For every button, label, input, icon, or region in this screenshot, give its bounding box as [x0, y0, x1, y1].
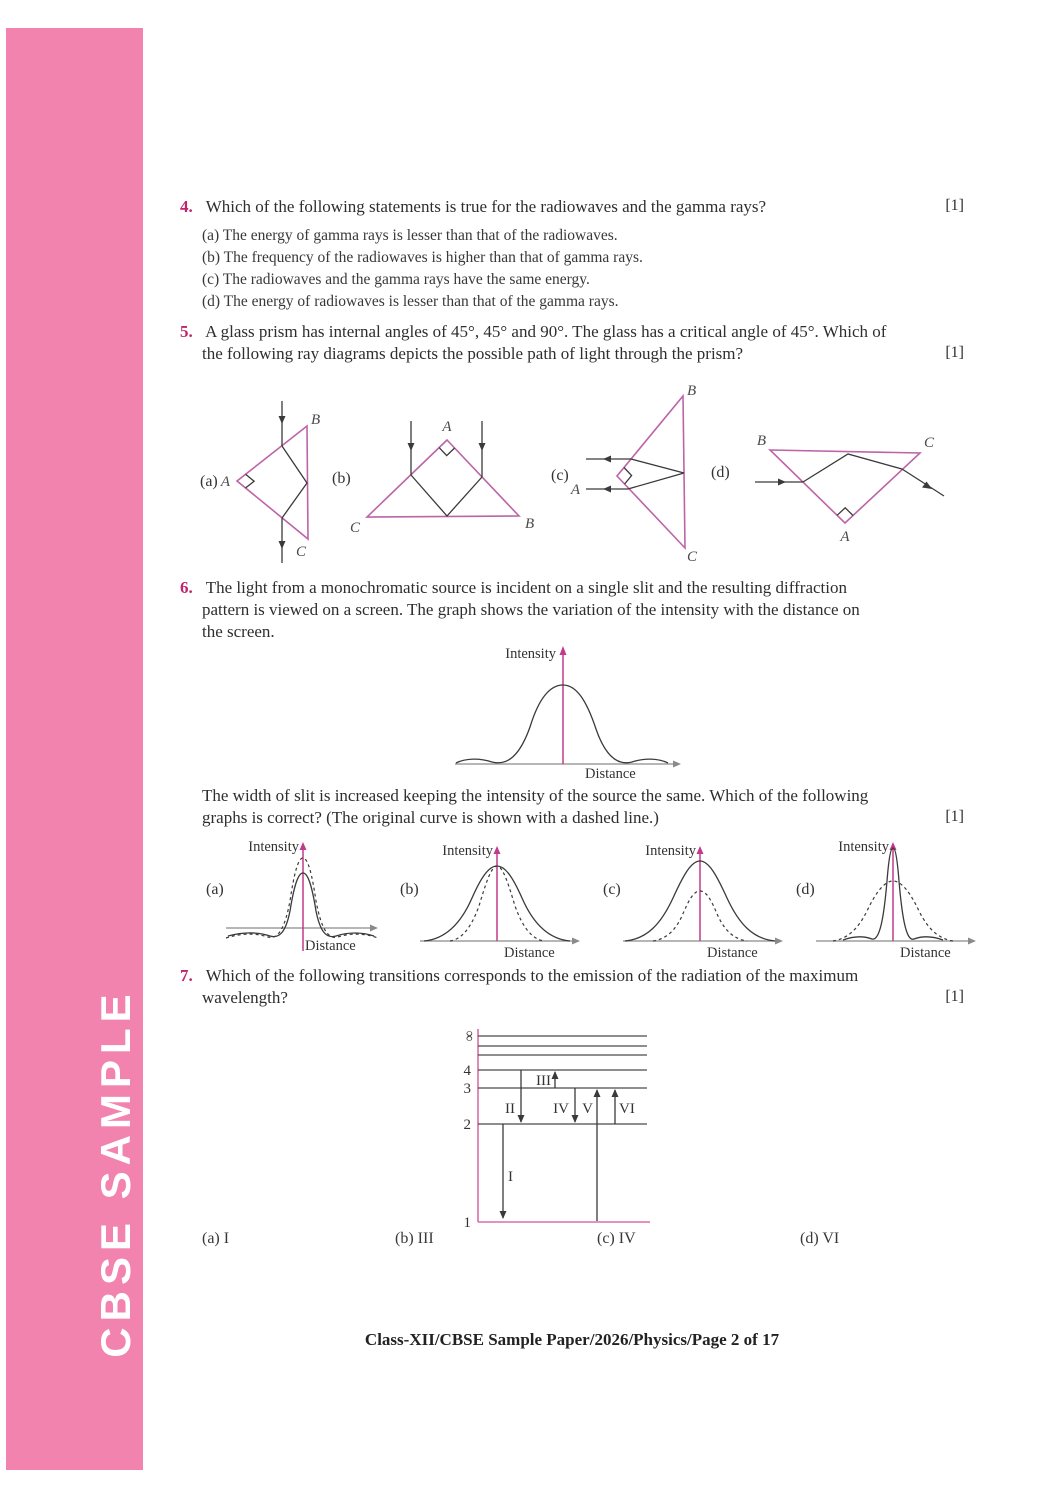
sample-watermark-band: [6, 28, 143, 1470]
graph-b-distance-label: Distance: [504, 945, 555, 961]
diagram-a-letter: (a): [200, 473, 218, 490]
prism-diagram-b: [332, 419, 534, 536]
q7-text-line2: wavelength?: [202, 988, 288, 1007]
main-graph-distance-label: Distance: [585, 766, 636, 782]
q4-option-b: (b) The frequency of the radiowaves is higher than that of gamma rays.: [202, 249, 643, 266]
graph-c-intensity-label: Intensity: [645, 843, 696, 859]
prism-diagram-c: [551, 383, 698, 565]
question-4: [180, 197, 964, 217]
question-5: [180, 322, 964, 342]
q7-option-a: (a) I: [202, 1230, 230, 1247]
graph-d-intensity-label: Intensity: [838, 839, 889, 855]
main-graph-intensity-label: Intensity: [505, 646, 556, 662]
option-graph-c: [595, 836, 795, 964]
page-footer: Class-XII/CBSE Sample Paper/2026/Physics/Page 2 of 17: [364, 1330, 780, 1349]
prism-ray-diagrams: [180, 383, 970, 583]
diffraction-intensity-graph: [430, 641, 690, 786]
prism-d-vertex-C: C: [924, 435, 935, 451]
level-3-label: 3: [463, 1081, 471, 1097]
prism-d-vertex-B: B: [756, 433, 766, 449]
q7-option-d: (d) VI: [800, 1230, 840, 1247]
prism-b-vertex-A: A: [442, 419, 452, 435]
graph-a-letter: (a): [206, 881, 224, 898]
transition-I-label: I: [508, 1169, 513, 1185]
prism-diagram-d: [711, 433, 944, 545]
q7-number: 7.: [180, 966, 193, 985]
graph-a-intensity-label: Intensity: [248, 839, 299, 855]
q7-text-line1: Which of the following transitions corresponds to the emission of the radiation of the maximum: [205, 966, 859, 985]
q7-option-c: (c) IV: [597, 1230, 636, 1247]
graph-c-letter: (c): [603, 881, 621, 898]
q4-option-d: (d) The energy of radiowaves is lesser than that of the gamma rays.: [202, 293, 619, 310]
graph-a-distance-label: Distance: [305, 938, 356, 954]
transition-VI-label: VI: [619, 1101, 635, 1117]
q6-text-line3: the screen.: [202, 622, 275, 641]
prism-a-vertex-B: B: [311, 412, 321, 428]
prism-c-vertex-B: B: [687, 383, 697, 399]
graph-b-letter: (b): [400, 881, 419, 898]
q7-option-b: (b) III: [395, 1230, 434, 1247]
transition-III-label: III: [536, 1073, 551, 1089]
energy-level-diagram: [455, 1026, 665, 1231]
level-2-label: 2: [463, 1117, 471, 1133]
question-6: [180, 578, 964, 598]
q6-text-line2: pattern is viewed on a screen. The graph shows the variation of the intensity with the distance on: [202, 600, 860, 619]
watermark-text: CBSE SAMPLE: [92, 988, 139, 1358]
q4-number: 4.: [180, 197, 193, 216]
transition-V-label: V: [582, 1101, 593, 1117]
prism-a-vertex-C: C: [296, 544, 307, 560]
q6-text-line1: The light from a monochromatic source is incident on a single slit and the resulting diffraction: [205, 578, 847, 597]
prism-c-vertex-C: C: [687, 549, 698, 565]
diagram-d-letter: (d): [711, 464, 730, 481]
question-7: [180, 966, 964, 986]
transition-IV-label: IV: [553, 1101, 569, 1117]
level-infinity-label: ∞: [461, 1030, 477, 1042]
level-4-label: 4: [463, 1063, 471, 1079]
prism-b-vertex-B: B: [525, 516, 535, 532]
diagram-c-letter: (c): [551, 467, 569, 484]
q6-text-line5: graphs is correct? (The original curve is shown with a dashed line.): [202, 808, 659, 827]
prism-b-vertex-C: C: [349, 520, 360, 536]
q6-text-line4: The width of slit is increased keeping the intensity of the source the same. Which of the following: [202, 786, 869, 805]
level-1-label: 1: [463, 1215, 471, 1231]
q5-text-line2-row: [202, 344, 964, 364]
q4-option-a: (a) The energy of gamma rays is lesser than that of the radiowaves.: [202, 227, 618, 244]
diagram-b-letter: (b): [332, 470, 351, 487]
option-graph-a: [198, 836, 398, 964]
q4-marks: [1]: [945, 197, 964, 214]
q5-number: 5.: [180, 322, 193, 341]
q7-text-line2-row: [202, 988, 964, 1008]
prism-a-vertex-A: A: [220, 474, 230, 490]
q5-text-line1: A glass prism has internal angles of 45°, 45° and 90°. The glass has a critical angle of 45°. Which of: [205, 322, 887, 341]
option-graph-b: [392, 836, 592, 964]
q7-marks: [1]: [945, 988, 964, 1005]
q4-text: Which of the following statements is true for the radiowaves and the gamma rays?: [205, 197, 767, 216]
q6-text-line5-row: [202, 808, 964, 828]
q6-number: 6.: [180, 578, 193, 597]
q6-marks: [1]: [945, 808, 964, 825]
option-graph-d: [788, 836, 988, 964]
graph-c-distance-label: Distance: [707, 945, 758, 961]
prism-diagram-a: [200, 401, 320, 563]
q5-text-line2: the following ray diagrams depicts the possible path of light through the prism?: [202, 344, 744, 363]
graph-d-distance-label: Distance: [900, 945, 951, 961]
q4-option-c: (c) The radiowaves and the gamma rays have the same energy.: [202, 271, 590, 288]
prism-c-vertex-A: A: [570, 482, 580, 498]
graph-b-intensity-label: Intensity: [442, 843, 493, 859]
graph-d-letter: (d): [796, 881, 815, 898]
prism-d-vertex-A: A: [840, 529, 850, 545]
q5-marks: [1]: [945, 344, 964, 361]
transition-II-label: II: [505, 1101, 515, 1117]
